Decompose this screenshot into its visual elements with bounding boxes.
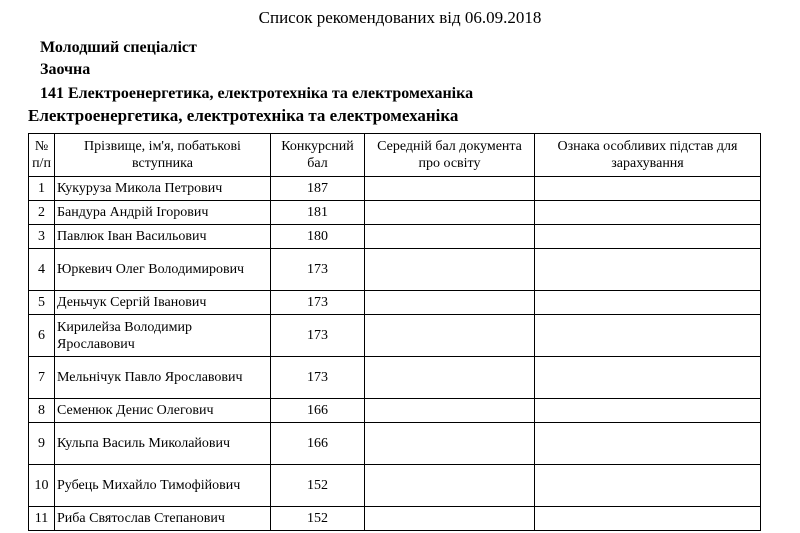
competitive-score: 173 [271, 315, 365, 357]
row-number: 10 [29, 465, 55, 507]
row-number: 8 [29, 399, 55, 423]
average-score [365, 291, 535, 315]
special-grounds [535, 177, 761, 201]
table-row [29, 423, 761, 465]
table-row [29, 465, 761, 507]
column-header-score: Конкурсний бал [271, 134, 365, 177]
applicant-name: Семенюк Денис Олегович [55, 399, 271, 423]
applicant-name: Рубець Михайло Тимофійович [55, 465, 271, 507]
competitive-score: 166 [271, 423, 365, 465]
table-row [29, 399, 761, 423]
column-header-name: Прізвище, ім'я, побатькові вступника [55, 134, 271, 177]
row-number: 11 [29, 507, 55, 531]
average-score [365, 249, 535, 291]
average-score [365, 357, 535, 399]
applicant-name: Риба Святослав Степанович [55, 507, 271, 531]
competitive-score: 166 [271, 399, 365, 423]
competitive-score: 187 [271, 177, 365, 201]
special-grounds [535, 399, 761, 423]
row-number: 4 [29, 249, 55, 291]
average-score [365, 507, 535, 531]
table-header-row [29, 134, 761, 177]
special-grounds [535, 225, 761, 249]
competitive-score: 152 [271, 507, 365, 531]
applicant-name: Деньчук Сергій Іванович [55, 291, 271, 315]
row-number: 6 [29, 315, 55, 357]
applicant-name: Кукуруза Микола Петрович [55, 177, 271, 201]
competitive-score: 180 [271, 225, 365, 249]
applicant-name: Юркевич Олег Володимирович [55, 249, 271, 291]
row-number: 5 [29, 291, 55, 315]
special-grounds [535, 423, 761, 465]
average-score [365, 399, 535, 423]
table-row [29, 249, 761, 291]
row-number: 3 [29, 225, 55, 249]
applicant-name: Бандура Андрій Ігорович [55, 201, 271, 225]
applicant-name: Павлюк Іван Васильович [55, 225, 271, 249]
competitive-score: 173 [271, 357, 365, 399]
program-heading: Електроенергетика, електротехніка та електромеханіка [28, 106, 459, 125]
competitive-score: 173 [271, 249, 365, 291]
table-row [29, 177, 761, 201]
document-title: Список рекомендованих від 06.09.2018 [258, 8, 542, 27]
special-grounds [535, 249, 761, 291]
applicant-name: Кирилейза Володимир Ярославович [55, 315, 271, 357]
average-score [365, 225, 535, 249]
recommended-list-table [28, 133, 761, 531]
column-header-special: Ознака особливих підстав для зарахування [535, 134, 761, 177]
applicant-name: Кульпа Василь Миколайович [55, 423, 271, 465]
special-grounds [535, 315, 761, 357]
row-number: 2 [29, 201, 55, 225]
special-grounds [535, 507, 761, 531]
table-row [29, 225, 761, 249]
special-grounds [535, 465, 761, 507]
competitive-score: 152 [271, 465, 365, 507]
table-row [29, 291, 761, 315]
row-number: 7 [29, 357, 55, 399]
average-score [365, 177, 535, 201]
table-row [29, 357, 761, 399]
competitive-score: 173 [271, 291, 365, 315]
study-form-heading: Заочна [40, 61, 91, 78]
average-score [365, 423, 535, 465]
column-header-average: Середній бал документа про освіту [365, 134, 535, 177]
average-score [365, 201, 535, 225]
row-number: 1 [29, 177, 55, 201]
row-number: 9 [29, 423, 55, 465]
degree-heading: Молодший спеціаліст [40, 39, 197, 56]
column-header-number: № п/п [29, 134, 55, 177]
special-grounds [535, 357, 761, 399]
average-score [365, 465, 535, 507]
table-row [29, 507, 761, 531]
applicant-name: Мельнічук Павло Ярославович [55, 357, 271, 399]
special-grounds [535, 291, 761, 315]
specialty-heading: 141 Електроенергетика, електротехніка та електромеханіка [40, 85, 474, 102]
table-row [29, 201, 761, 225]
average-score [365, 315, 535, 357]
special-grounds [535, 201, 761, 225]
table-row [29, 315, 761, 357]
competitive-score: 181 [271, 201, 365, 225]
